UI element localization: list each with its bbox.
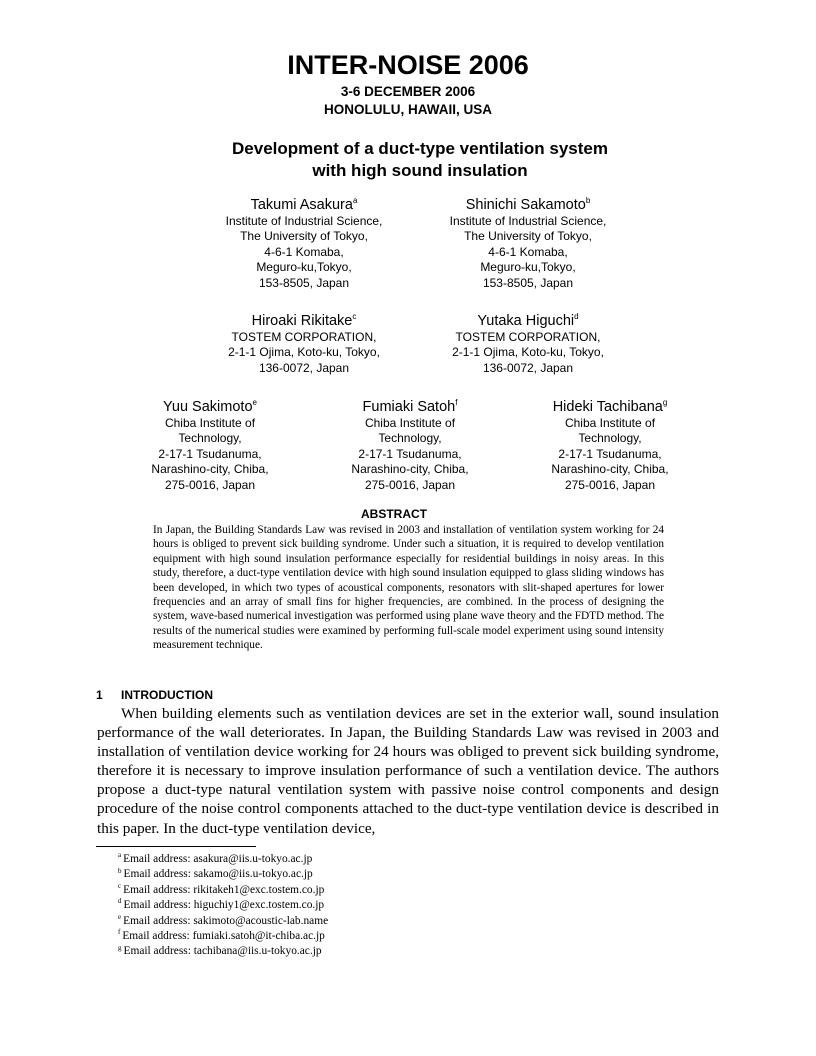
author-name: Takumi Asakura$^a$ xyxy=(250,196,358,213)
conference-location: HONOLULU, HAWAII, USA xyxy=(324,102,492,117)
author-affiliation-line: 2-17-1 Tsudanuma, xyxy=(158,446,262,461)
author-affiliation-line: Technology, xyxy=(578,431,642,446)
footnote: $^f$ Email address: fumiaki.satoh@it-chiba.ac.jp xyxy=(118,928,325,943)
author-affiliation-line: Meguro-ku,Tokyo, xyxy=(256,260,352,275)
author-affiliation-line: Technology, xyxy=(178,431,242,446)
footnote: $^c$ Email address: rikitakeh1@exc.tostem.co.jp xyxy=(118,882,325,896)
author-affiliation-line: Narashino-city, Chiba, xyxy=(151,462,269,477)
footnote: $^e$ Email address: sakimoto@acoustic-lab.name xyxy=(118,912,329,927)
author-affiliation-line: 4-6-1 Komaba, xyxy=(264,244,344,259)
footnote: $^d$ Email address: higuchiy1@exc.tostem.co.jp xyxy=(118,897,325,912)
author-affiliation-line: 2-1-1 Ojima, Koto-ku, Tokyo, xyxy=(228,345,380,360)
author-name: Yutaka Higuchi$^d$ xyxy=(477,312,579,329)
author-affiliation-line: The University of Tokyo, xyxy=(464,229,592,244)
author-affiliation-line: Chiba Institute of xyxy=(364,416,456,430)
footnote-email: Email address: rikitakeh1@exc.tostem.co.jp xyxy=(123,883,325,896)
author-affiliation-line: 2-1-1 Ojima, Koto-ku, Tokyo, xyxy=(452,345,604,360)
paper-title xyxy=(0,138,816,182)
author-affiliation-line: The University of Tokyo, xyxy=(240,229,368,244)
footnote: $^b$ Email address: sakamo@iis.u-tokyo.ac.jp xyxy=(118,866,313,881)
author-affiliation-line: Narashino-city, Chiba, xyxy=(551,462,669,477)
author-affiliation-line: 275-0016, Japan xyxy=(364,477,456,492)
author-affiliation-line: Meguro-ku,Tokyo, xyxy=(480,260,576,275)
footnote: $^g$ Email address: tachibana@iis.u-tokyo.ac.jp xyxy=(118,943,322,958)
author-block xyxy=(428,312,628,376)
author-affiliation-line: 2-17-1 Tsudanuma, xyxy=(358,446,462,461)
paper-title-line-1: Development of a duct-type ventilation system xyxy=(232,139,608,158)
author-affiliation-line: Institute of Industrial Science, xyxy=(225,214,383,228)
author-affiliation-line: 153-8505, Japan xyxy=(482,275,574,290)
author-affiliation-line: 275-0016, Japan xyxy=(564,477,656,492)
author-affiliation-line: Chiba Institute of xyxy=(564,416,656,430)
section-title: INTRODUCTION xyxy=(121,688,213,702)
author-name: Hideki Tachibana$^g$ xyxy=(552,398,668,415)
footnotes xyxy=(118,852,328,960)
footnote-email: Email address: higuchiy1@exc.tostem.co.jp xyxy=(123,899,325,912)
author-name: Yuu Sakimoto$^e$ xyxy=(163,398,257,415)
author-affiliation-line: TOSTEM CORPORATION, xyxy=(455,330,601,344)
footnote: $^a$ Email address: asakura@iis.u-tokyo.ac.jp xyxy=(118,851,313,865)
conference-dates: 3-6 DECEMBER 2006 xyxy=(340,84,476,99)
footnote-email: Email address: asakura@iis.u-tokyo.ac.jp xyxy=(123,853,313,865)
author-affiliation-line: 153-8505, Japan xyxy=(258,275,350,290)
introduction-paragraph: When building elements such as ventilation devices are set in the exterior wall, sound insulation performance of the wall deteriorates. In Japan, the Building Standards Law was revised in 2003 and installation of ventilation device working for 24 hours was obliged to prevent sick building syndrome, therefore it is necessary to improve insulation performance of such a ventilation device. The authors propose a duct-type natural ventilation system with passive noise control components and design procedure of the noise control components attached to the duct-type ventilation device is described in this paper. In the duct-type ventilation device, xyxy=(97,705,719,837)
author-block xyxy=(320,398,500,493)
author-affiliation-line: TOSTEM CORPORATION, xyxy=(231,330,377,344)
author-block xyxy=(204,312,404,376)
section-number: 1 xyxy=(96,688,103,702)
author-affiliation-line: Chiba Institute of xyxy=(164,416,256,430)
author-affiliation-line: 136-0072, Japan xyxy=(482,360,574,375)
author-block xyxy=(130,398,290,493)
author-name: Hiroaki Rikitake$^c$ xyxy=(251,312,357,329)
paper-title-line-2: with high sound insulation xyxy=(312,161,528,180)
conference-title: INTER-NOISE 2006 xyxy=(287,50,529,80)
author-affiliation-line: 275-0016, Japan xyxy=(164,477,256,492)
author-block xyxy=(520,398,700,493)
footnote-email: Email address: fumiaki.satoh@it-chiba.ac.jp xyxy=(122,930,325,943)
author-name: Fumiaki Satoh$^f$ xyxy=(362,398,458,415)
author-affiliation-line: 2-17-1 Tsudanuma, xyxy=(558,446,662,461)
author-affiliation-line: Narashino-city, Chiba, xyxy=(351,462,469,477)
author-affiliation-line: 4-6-1 Komaba, xyxy=(488,244,568,259)
author-block xyxy=(204,196,404,291)
footnote-email: Email address: tachibana@iis.u-tokyo.ac.jp xyxy=(123,945,322,958)
abstract-heading: ABSTRACT xyxy=(361,507,427,521)
footnote-divider xyxy=(96,846,256,847)
author-affiliation-line: Technology, xyxy=(378,431,442,446)
footnote-email: Email address: sakimoto@acoustic-lab.name xyxy=(123,914,329,927)
abstract-text: In Japan, the Building Standards Law was revised in 2003 and installation of ventilation system working for 24 hours is obliged to prevent sick building syndrome. Under such a situation, it is required to develop ventilation equipment with high sound insulation performance especially for residential buildings in noisy areas. In this study, therefore, a duct-type ventilation device with high sound insulation equipped to glass sliding windows has been developed, in which two types of acoustical components, resonators with slit-shaped apertures for lower frequencies and an array of small fins for higher frequencies, are combined. In the process of designing the system, wave-based numerical investigation was performed using plane wave theory and the FDTD method. The results of the numerical studies were examined by performing full-scale model experiment using sound intensity measurement technique. xyxy=(153,524,664,652)
author-name: Shinichi Sakamoto$^b$ xyxy=(465,196,591,213)
author-affiliation-line: 136-0072, Japan xyxy=(258,360,350,375)
footnote-email: Email address: sakamo@iis.u-tokyo.ac.jp xyxy=(123,868,313,881)
section-heading xyxy=(96,688,213,702)
author-affiliation-line: Institute of Industrial Science, xyxy=(449,214,607,228)
author-block xyxy=(428,196,628,291)
